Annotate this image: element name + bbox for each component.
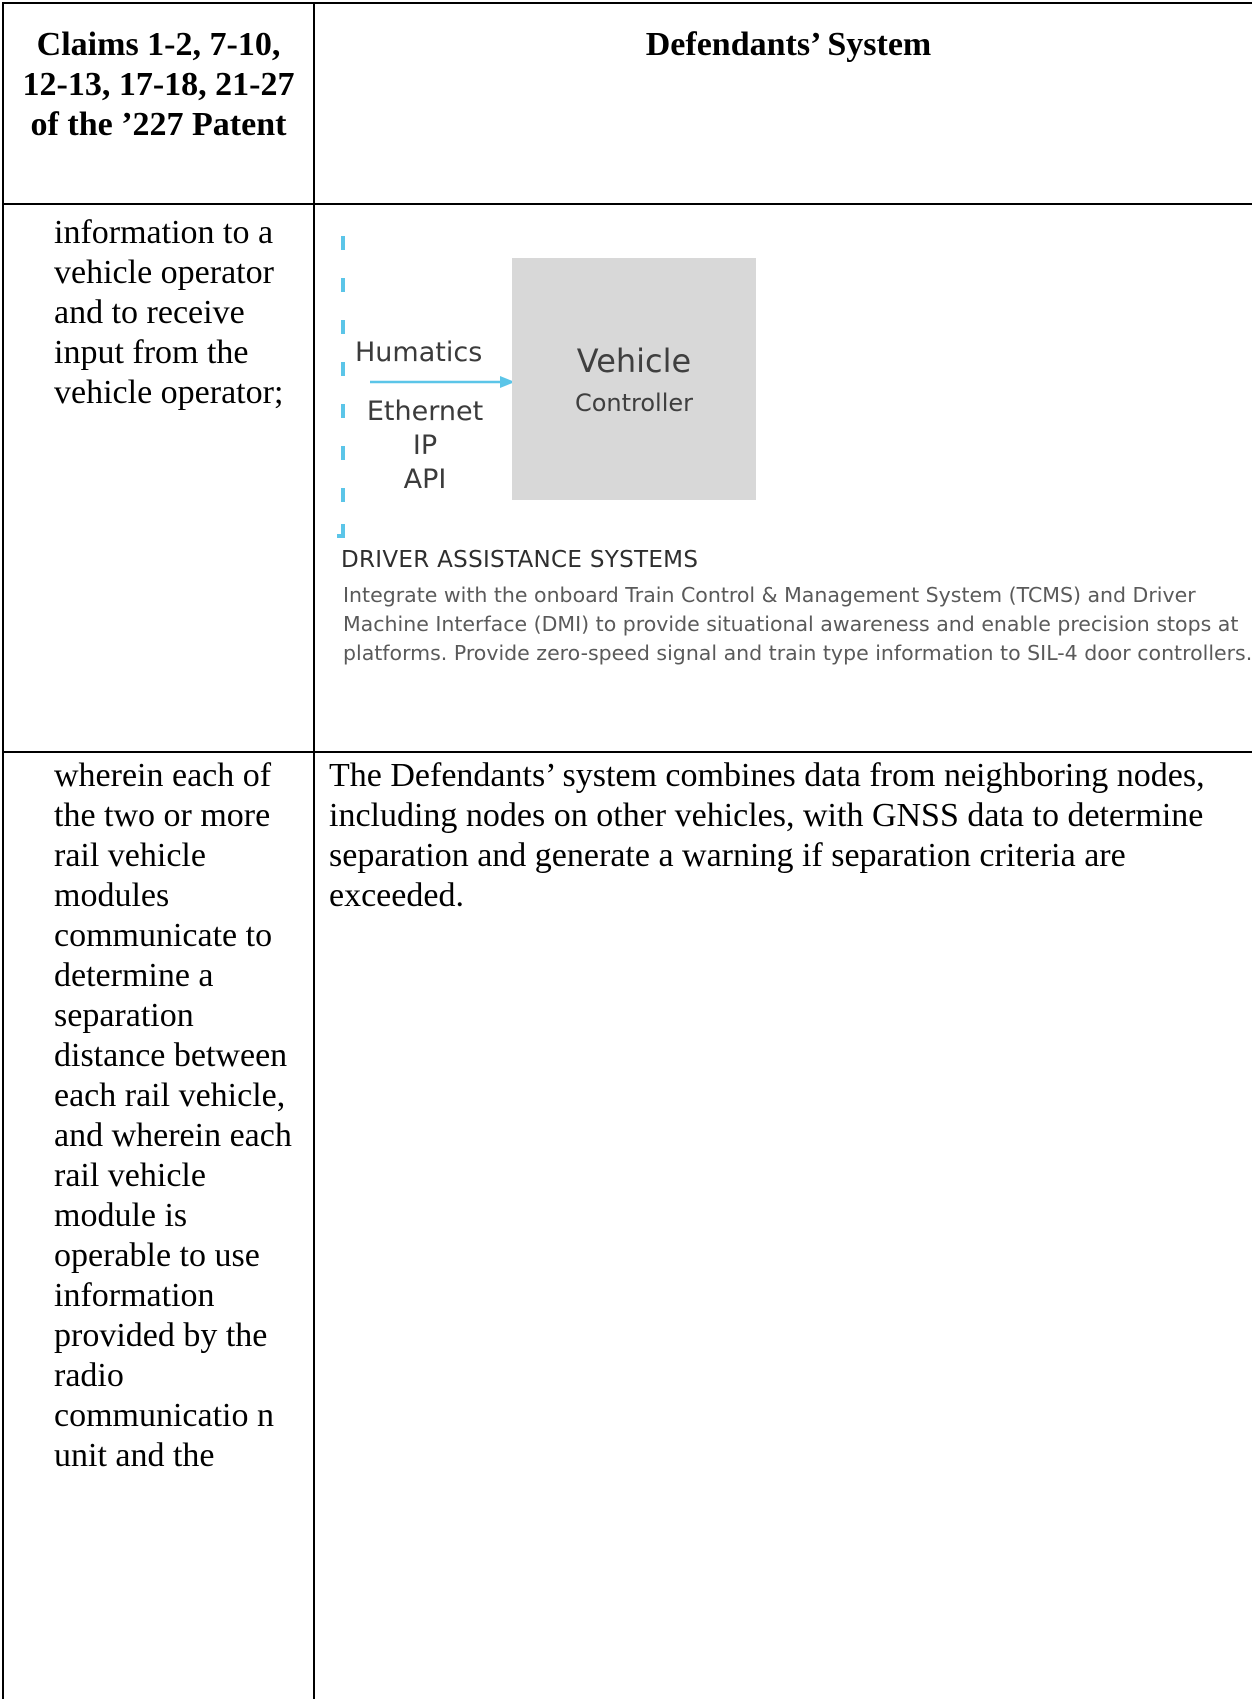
header-claims-label: Claims 1-2, 7-10, 12-13, 17-18, 21-27 of the ’227 Patent bbox=[22, 26, 295, 143]
table-header-row bbox=[3, 3, 1252, 204]
bracket-dash bbox=[341, 236, 345, 250]
vehicle-controller-title: Vehicle bbox=[576, 342, 692, 380]
bracket-dash bbox=[341, 320, 345, 334]
interface-line-ethernet: Ethernet bbox=[366, 396, 484, 427]
system-cell bbox=[314, 204, 1252, 752]
arrow-right-icon bbox=[370, 374, 515, 390]
bracket-dash bbox=[341, 278, 345, 292]
header-system-label: Defendants’ System bbox=[645, 26, 932, 63]
table-row bbox=[3, 204, 1252, 752]
claim-cell bbox=[3, 204, 314, 752]
header-claims-cell bbox=[3, 3, 314, 204]
bracket-corner bbox=[337, 534, 345, 538]
vehicle-controller-subtitle: Controller bbox=[574, 389, 694, 417]
driver-assistance-figure bbox=[315, 205, 1252, 751]
claim-chart-table bbox=[2, 2, 1252, 1699]
vehicle-controller-box bbox=[512, 258, 756, 500]
claim-text: information to a vehicle operator and to receive input from the vehicle operator; bbox=[54, 214, 284, 411]
driver-assistance-heading: DRIVER ASSISTANCE SYSTEMS bbox=[341, 547, 699, 573]
driver-assistance-description: Integrate with the onboard Train Control & Management System (TCMS) and Driver Machine Interface (DMI) to provide situational awareness and enable precision stops at platforms. Provide zero-speed signal and train type information to SIL-4 door controllers. bbox=[343, 583, 1252, 665]
system-cell bbox=[314, 752, 1252, 1699]
interface-line-ip: IP bbox=[412, 430, 438, 461]
claim-text: wherein each of the two or more rail vehicle modules communicate to determine a separation distance between each rail vehicle, and wherein each rail vehicle module is operable to use information provided by the radio communicatio n unit and the bbox=[54, 757, 292, 1474]
header-system-cell bbox=[314, 3, 1252, 204]
claim-cell bbox=[3, 752, 314, 1699]
table-row bbox=[3, 752, 1252, 1699]
bracket-dash bbox=[341, 362, 345, 376]
claim-element-g bbox=[4, 753, 313, 1476]
bracket-dash bbox=[341, 404, 345, 418]
humatics-label: Humatics bbox=[355, 337, 483, 368]
interface-protocol-list bbox=[355, 395, 495, 497]
bracket-dash bbox=[341, 446, 345, 460]
system-description: The Defendants’ system combines data from neighboring nodes, including nodes on other vehicles, with GNSS data to determine separation and generate a warning if separation criteria are exceeded. bbox=[329, 757, 1205, 914]
interface-line-api: API bbox=[403, 464, 447, 495]
bracket-dash bbox=[341, 488, 345, 502]
